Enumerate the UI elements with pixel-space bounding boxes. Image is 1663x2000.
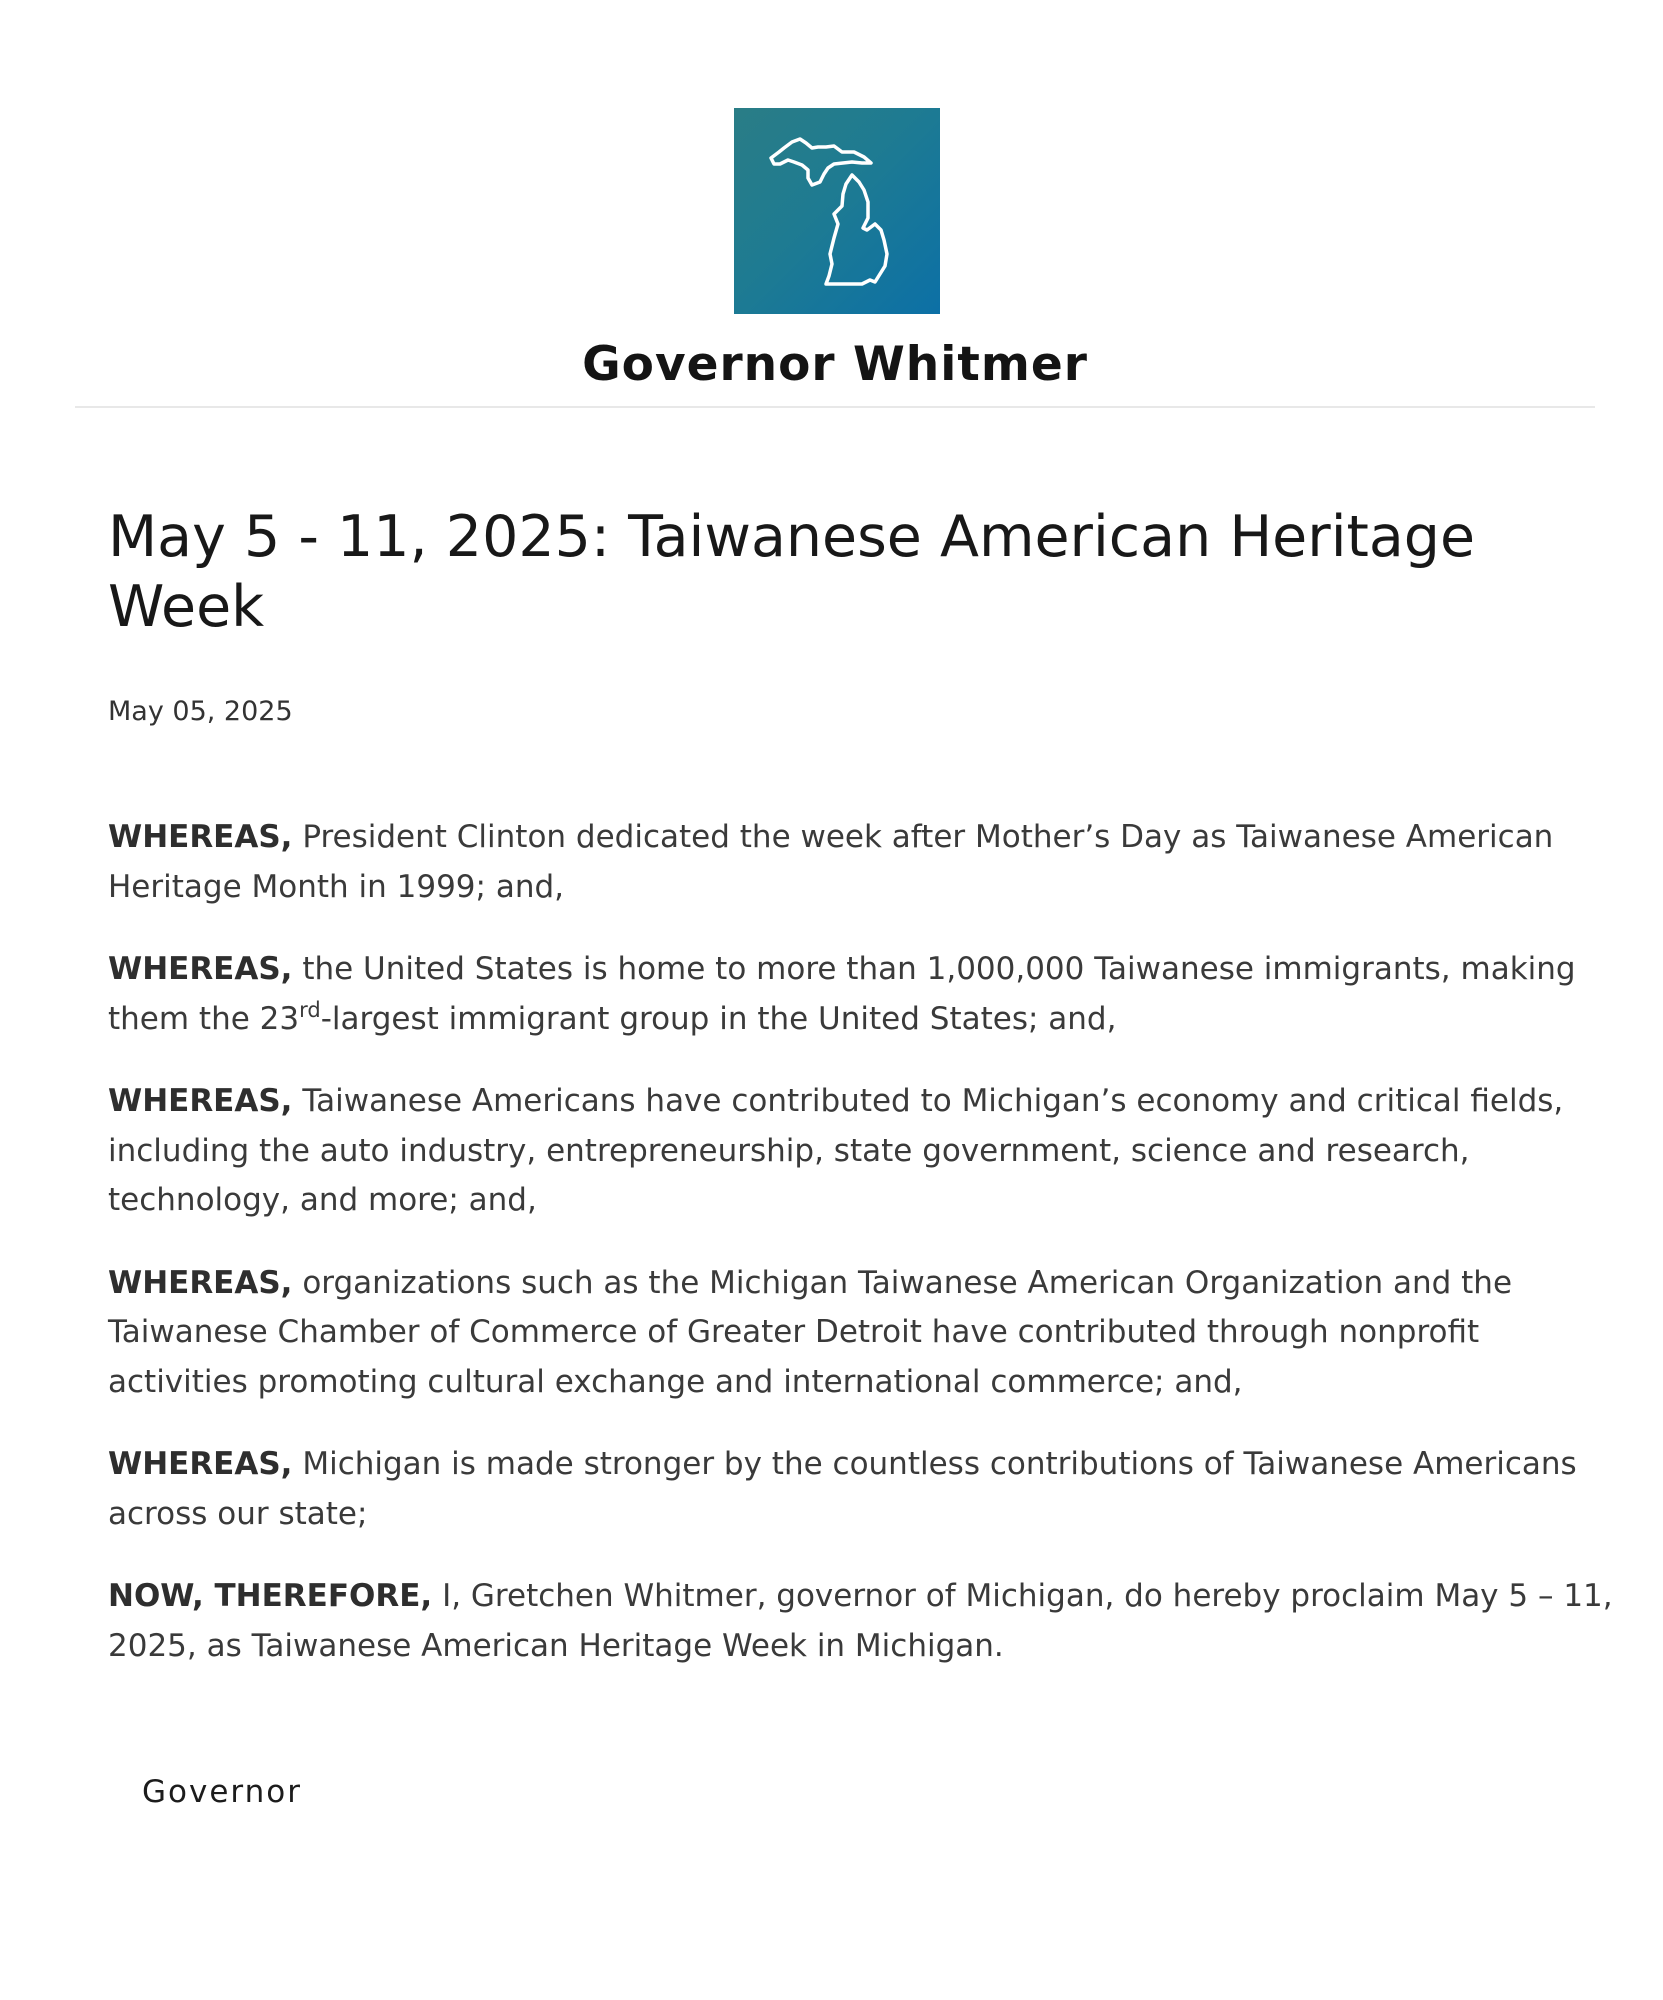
- whereas-paragraph-2: [108, 945, 1628, 1044]
- paragraph-lead: WHEREAS,: [108, 1083, 293, 1119]
- paragraph-text-continued: -largest immigrant group in the United States; and,: [320, 1000, 1117, 1037]
- publish-date: May 05, 2025: [108, 696, 293, 727]
- paragraph-lead: WHEREAS,: [108, 819, 293, 855]
- michigan-logo[interactable]: [734, 108, 940, 314]
- whereas-paragraph-3: [108, 1077, 1628, 1226]
- whereas-paragraph-1: [108, 813, 1628, 912]
- paragraph-lead: WHEREAS,: [108, 1446, 293, 1482]
- paragraph-lead: NOW, THEREFORE,: [108, 1578, 433, 1614]
- paragraph-text: Michigan is made stronger by the countless contributions of Taiwanese Americans across our state;: [108, 1446, 1577, 1532]
- paragraph-lead: WHEREAS,: [108, 1264, 293, 1301]
- site-header: [75, 0, 1595, 408]
- proclamation-body: [108, 813, 1628, 1704]
- paragraph-text: the United States is home to more than 1,000,000 Taiwanese immigrants, making them the 23: [108, 951, 1576, 1037]
- michigan-state-outline-icon: [734, 108, 940, 314]
- therefore-paragraph: [108, 1572, 1628, 1671]
- paragraph-text: organizations such as the Michigan Taiwanese American Organization and the Taiwanese Chamber of Commerce of Greater Detroit have contributed through nonprofit activities promoting cultural exchange and international commerce; and,: [108, 1264, 1513, 1400]
- paragraph-text: Taiwanese Americans have contributed to Michigan’s economy and critical fields, including the auto industry, entrepreneurship, state government, science and research, technology, and more; and,: [108, 1083, 1564, 1218]
- paragraph-text: President Clinton dedicated the week after Mother’s Day as Taiwanese American Heritage Month in 1999; and,: [108, 819, 1554, 905]
- footer-governor-label: Governor: [142, 1774, 302, 1810]
- paragraph-text: I, Gretchen Whitmer, governor of Michigan, do hereby proclaim May 5 – 11, 2025, as Taiwanese American Heritage Week in Michigan.: [108, 1578, 1613, 1664]
- whereas-paragraph-5: [108, 1440, 1628, 1539]
- page-title: May 5 - 11, 2025: Taiwanese American Heritage Week: [108, 504, 1476, 640]
- whereas-paragraph-4: [108, 1259, 1628, 1408]
- paragraph-lead: WHEREAS,: [108, 951, 293, 987]
- site-title[interactable]: Governor Whitmer: [582, 337, 1088, 392]
- ordinal-suffix: rd: [299, 997, 321, 1022]
